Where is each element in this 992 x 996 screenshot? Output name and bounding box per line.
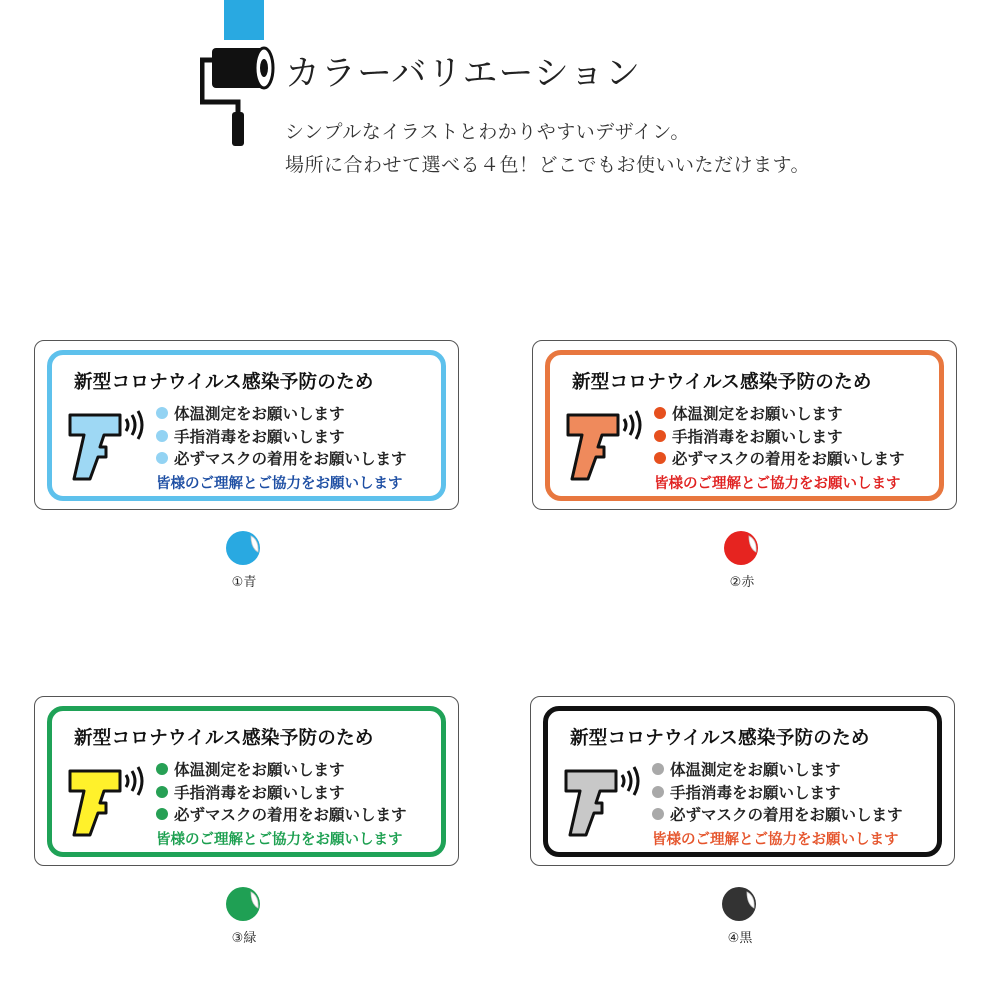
paint-roller-icon: [200, 0, 280, 150]
color-swatch-icon: [225, 886, 261, 922]
bullet-list: [156, 758, 407, 826]
color-swatch-icon: [225, 530, 261, 566]
thermometer-gun-icon: [564, 407, 652, 487]
sign-frame: [545, 350, 944, 501]
bullet-dot: [654, 407, 666, 419]
list-item: [654, 425, 905, 448]
bullet-text: 手指消毒をお願いします: [672, 427, 843, 446]
bullet-dot: [156, 407, 168, 419]
color-swatch-icon: [721, 886, 757, 922]
sign-footer: 皆様のご理解とご協力をお願いします: [156, 832, 403, 848]
bullet-text: 手指消毒をお願いします: [670, 783, 841, 802]
bullet-dot: [654, 452, 666, 464]
thermometer-gun-icon: [66, 407, 154, 487]
sign-title: 新型コロナウイルス感染予防のため: [74, 728, 374, 749]
variant-black: [530, 696, 955, 996]
sign-footer: 皆様のご理解とご協力をお願いします: [652, 832, 899, 848]
sign-footer: 皆様のご理解とご協力をお願いします: [654, 476, 901, 492]
color-swatch-icon: [723, 530, 759, 566]
list-item: [654, 447, 905, 470]
variant-blue: [34, 340, 459, 640]
page-title: カラーバリエーション: [285, 54, 642, 94]
sign-card: [34, 696, 459, 866]
thermometer-gun-icon: [562, 763, 650, 843]
sign-frame: [543, 706, 942, 857]
bullet-text: 必ずマスクの着用をお願いします: [174, 450, 407, 469]
variant-red: [532, 340, 957, 640]
sign-card: [34, 340, 459, 510]
thermometer-gun-icon: [66, 763, 154, 843]
bullet-dot: [156, 808, 168, 820]
variant-green: [34, 696, 459, 996]
sign-title: 新型コロナウイルス感染予防のため: [572, 372, 872, 393]
bullet-text: 体温測定をお願いします: [174, 761, 345, 780]
list-item: [156, 758, 407, 781]
bullet-dot: [652, 786, 664, 798]
bullet-text: 必ずマスクの着用をお願いします: [174, 806, 407, 825]
bullet-text: 体温測定をお願いします: [174, 405, 345, 424]
list-item: [652, 803, 903, 826]
bullet-text: 手指消毒をお願いします: [174, 427, 345, 446]
bullet-text: 体温測定をお願いします: [670, 761, 841, 780]
swatch-label: ②赤: [729, 575, 755, 590]
bullet-dot: [156, 430, 168, 442]
sign-frame: [47, 706, 446, 857]
list-item: [156, 781, 407, 804]
list-item: [156, 425, 407, 448]
swatch-label: ④黒: [727, 931, 753, 946]
bullet-list: [652, 758, 903, 826]
list-item: [156, 447, 407, 470]
bullet-text: 手指消毒をお願いします: [174, 783, 345, 802]
bullet-dot: [156, 786, 168, 798]
sign-card: [530, 696, 955, 866]
bullet-dot: [652, 763, 664, 775]
description-line-2: 場所に合わせて選べる４色！どこでもお使いいただけます。: [285, 154, 810, 176]
bullet-dot: [156, 763, 168, 775]
swatch-label: ③緑: [231, 931, 257, 946]
swatch-label: ①青: [231, 575, 257, 590]
bullet-text: 必ずマスクの着用をお願いします: [670, 806, 903, 825]
sign-title: 新型コロナウイルス感染予防のため: [570, 728, 870, 749]
list-item: [156, 803, 407, 826]
header: [0, 0, 992, 200]
list-item: [652, 781, 903, 804]
bullet-dot: [654, 430, 666, 442]
sign-footer: 皆様のご理解とご協力をお願いします: [156, 476, 403, 492]
sign-card: [532, 340, 957, 510]
bullet-text: 体温測定をお願いします: [672, 405, 843, 424]
bullet-dot: [156, 452, 168, 464]
description-line-1: シンプルなイラストとわかりやすいデザイン。: [285, 121, 690, 143]
bullet-list: [156, 402, 407, 470]
list-item: [652, 758, 903, 781]
list-item: [654, 402, 905, 425]
bullet-text: 必ずマスクの着用をお願いします: [672, 450, 905, 469]
bullet-list: [654, 402, 905, 470]
sign-title: 新型コロナウイルス感染予防のため: [74, 372, 374, 393]
list-item: [156, 402, 407, 425]
sign-frame: [47, 350, 446, 501]
bullet-dot: [652, 808, 664, 820]
